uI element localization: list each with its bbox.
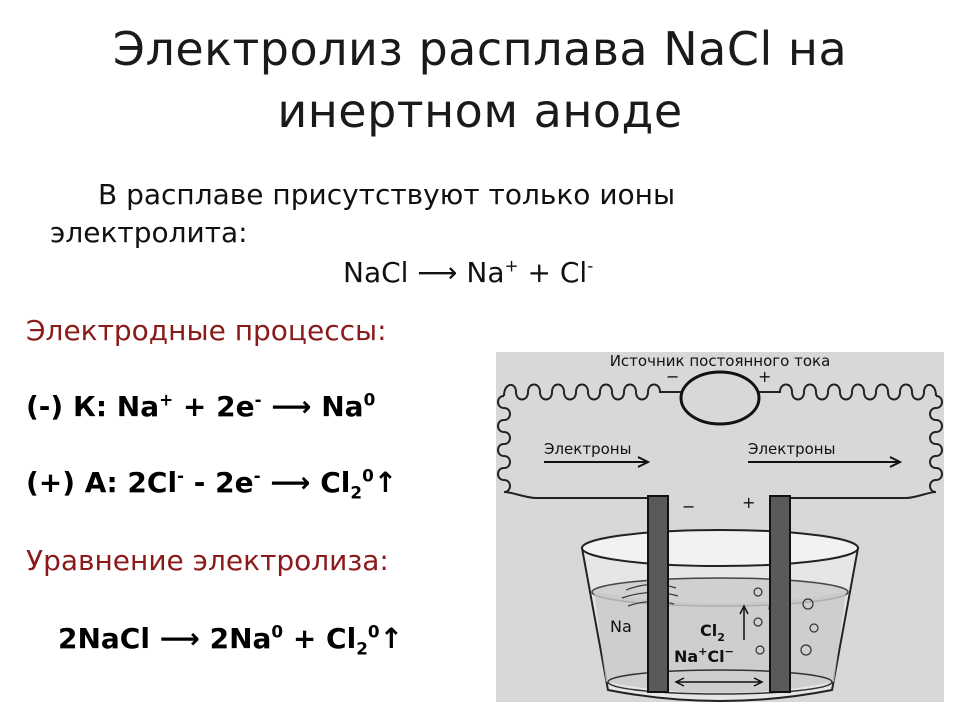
cathode-product: ⟶ Na — [261, 390, 364, 423]
anode-ion-charge: - — [177, 465, 185, 486]
equation-heading: Уравнение электролиза: — [26, 544, 389, 577]
beaker-rim — [582, 530, 858, 566]
overall-cl-charge: 0 — [367, 621, 380, 642]
anode-product-charge: 0 — [362, 465, 374, 486]
electrons-right-label: Электроны — [748, 440, 836, 458]
electrode-minus: − — [682, 497, 696, 516]
cation-charge: + — [504, 255, 519, 276]
cathode-ion-charge: + — [159, 389, 174, 410]
cathode-electrode — [648, 496, 668, 692]
dissociation-equation — [343, 256, 593, 289]
overall-na-charge: 0 — [271, 621, 284, 642]
ions-na: Na — [674, 647, 699, 666]
processes-heading: Электродные процессы: — [26, 314, 387, 347]
electrolysis-diagram — [496, 352, 944, 702]
ions-na-charge: + — [698, 645, 708, 658]
slide-title — [0, 18, 960, 142]
power-source — [681, 372, 759, 424]
cathode-product-charge: 0 — [363, 389, 376, 410]
overall-cl-sub: 2 — [356, 638, 368, 659]
na-label: Na — [610, 617, 632, 636]
overall-reactant: 2NaCl ⟶ 2Na — [58, 622, 272, 655]
cl2-text: Cl — [700, 621, 718, 640]
title-line-2: инертном аноде — [277, 84, 683, 138]
source-plus: + — [758, 367, 772, 386]
electrode-plus: + — [742, 493, 756, 512]
dissociation-arrow: ⟶ — [417, 256, 458, 289]
gas-arrow-icon: ↑ — [379, 622, 404, 655]
source-minus: − — [666, 367, 680, 386]
cathode-equation — [26, 390, 375, 423]
source-label: Источник постоянного тока — [609, 352, 831, 370]
intro-line-1: В расплаве присутствуют только ионы — [98, 178, 676, 211]
intro-text — [50, 176, 770, 252]
anode-electron-charge: - — [253, 465, 261, 486]
cathode-middle: + 2e — [173, 390, 255, 423]
cathode-electron-charge: - — [254, 389, 262, 410]
dissociation-reactant: NaCl — [343, 256, 409, 289]
anode-product: ⟶ Cl — [260, 466, 351, 499]
dissociation-plus: + — [527, 256, 551, 289]
anode-product-sub: 2 — [350, 482, 363, 503]
cl2-sub: 2 — [717, 631, 725, 644]
gas-arrow-icon: ↑ — [373, 466, 398, 499]
intro-line-2: электролита: — [50, 216, 248, 249]
cathode-prefix: (-) К: Na — [26, 390, 160, 423]
anode-electrode — [770, 496, 790, 692]
ions-cl-charge: − — [724, 645, 734, 658]
dissociation-cation: Na — [466, 256, 505, 289]
overall-cl: + Cl — [283, 622, 357, 655]
dissociation-anion: Cl — [559, 256, 588, 289]
anode-equation — [26, 465, 398, 503]
ions-cl: Cl — [707, 647, 725, 666]
anion-charge: - — [587, 255, 594, 276]
electrons-left-label: Электроны — [544, 440, 632, 458]
overall-equation — [58, 621, 404, 659]
title-line-1: Электролиз расплава NaCl на — [112, 22, 848, 76]
anode-prefix: (+) А: 2Cl — [26, 466, 178, 499]
anode-middle: - 2e — [184, 466, 254, 499]
